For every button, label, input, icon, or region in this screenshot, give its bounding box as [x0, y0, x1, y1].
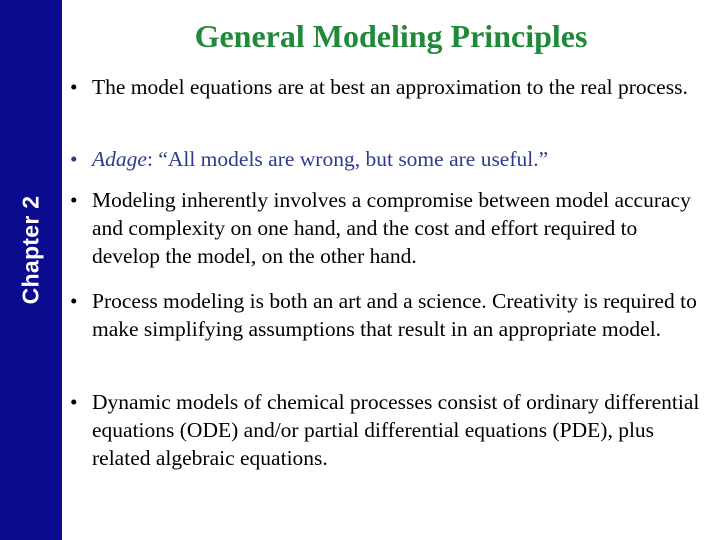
chapter-sidebar: [0, 0, 62, 540]
bullet-icon: •: [70, 75, 78, 99]
bullet-icon: •: [70, 188, 78, 212]
bullet-text: Process modeling is both an art and a science. Creativity is required to make simplifying assumptions that result in an appropriate model.: [92, 289, 697, 341]
bullet-text: The model equations are at best an approximation to the real process.: [92, 75, 688, 99]
bullet-item: [70, 187, 710, 271]
bullet-item: [70, 288, 710, 344]
bullet-text: Dynamic models of chemical processes consist of ordinary differential equations (ODE) and/or partial differential equations (PDE), plus related algebraic equations.: [92, 390, 700, 470]
slide-title: General Modeling Principles: [194, 18, 588, 54]
chapter-label: Chapter 2: [17, 195, 44, 305]
bullet-item: [70, 389, 710, 473]
bullet-item: [70, 74, 710, 102]
bullet-icon: •: [70, 289, 78, 313]
bullet-item-adage: [70, 146, 710, 174]
adage-label: Adage: [92, 147, 147, 171]
adage-quote: [92, 146, 710, 174]
bullet-icon: •: [70, 390, 78, 414]
adage-text: : “All models are wrong, but some are useful.”: [146, 147, 549, 171]
bullet-icon: •: [70, 147, 78, 171]
bullet-text: Modeling inherently involves a compromise between model accuracy and complexity on one hand, and the cost and effort required to develop the model, on the other hand.: [92, 188, 691, 268]
